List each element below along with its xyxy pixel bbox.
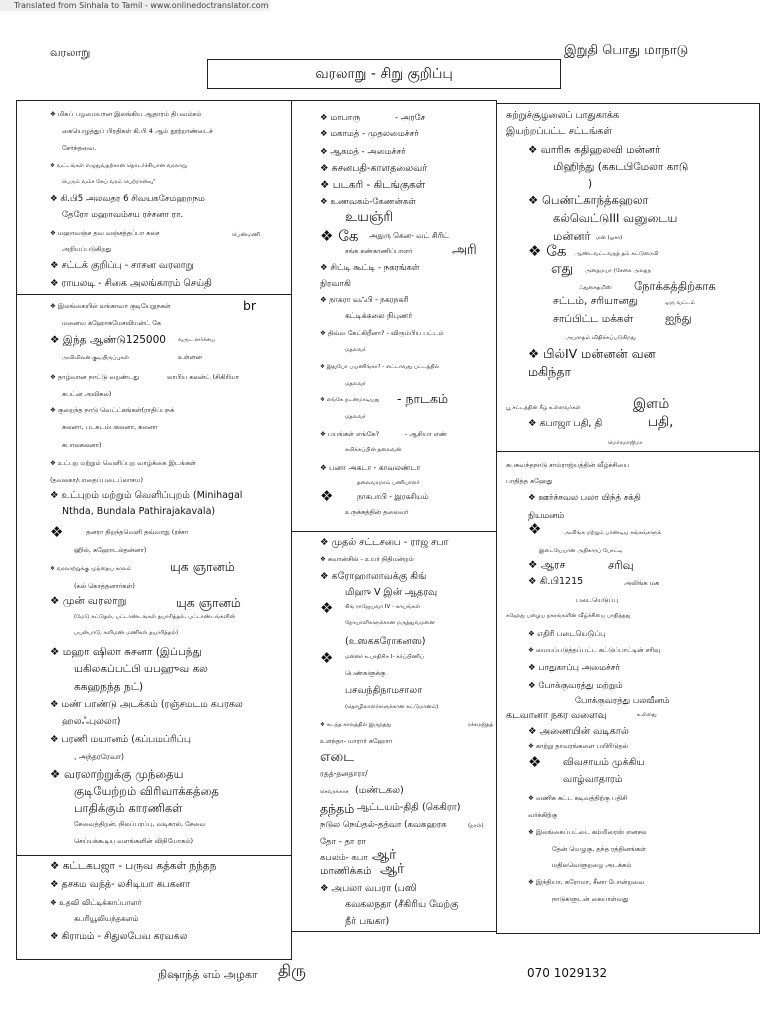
note-line: வர்க்கிற்கு	[528, 811, 558, 819]
note-line: நடுல நெய்தல்-தத்வா (கவகஹரக	[320, 820, 447, 830]
note-line: மாணிக்கம்	[320, 865, 372, 877]
note-line: ❖ பெண்ட்காந்த்கஹலா	[528, 193, 649, 207]
note-line: ❖ மாபாரு	[320, 113, 361, 123]
note-line: ❖ இந்த ஆண்டு125000	[50, 334, 166, 346]
note-line: மன்னர்	[553, 229, 591, 243]
note-line: போக்குவரத்து பலவீனம்	[575, 696, 670, 706]
note-line: ❖ சிட்டி கூட்டி - நகரங்கள்	[320, 263, 420, 273]
note-line: (மண்டகல)	[355, 785, 404, 796]
note-line: - ஆசியா எண்	[405, 430, 448, 438]
note-line: சவிக்கப்பின் தலைவன்	[345, 447, 402, 453]
note-line: ❖ கே	[528, 242, 567, 260]
note-line: கபரியூலியந்தகளம்	[74, 914, 139, 923]
note-line: ஒரு வட்டம்	[665, 300, 695, 306]
note-line: மிஹு V இன் ஆதரவு	[345, 587, 438, 598]
note-line: பெரும் வம்ச சேய் வரம் பெற்றான்வு"	[62, 179, 156, 185]
note-line: பாதிக்கும் காரணிகள்	[74, 801, 183, 815]
note-line: ❖ முன் வரலாறு	[50, 595, 127, 607]
note-line: இயற்றப்பட்ட சட்டங்கள்	[506, 126, 612, 137]
note-line: சேர்ந்தவை.	[62, 144, 97, 152]
note-line: ❖	[320, 599, 334, 617]
note-line: ❖ இலங்கைப்பட்டை கம்மிரைஸ் எனசல	[528, 828, 647, 836]
note-line: ❖ மிகப் பழமையான இலங்கிய ஆதாரம் திபவம்சம்	[50, 110, 202, 118]
note-line: ❖ சுசனபதி-காளதலைவர்	[320, 163, 428, 174]
note-line: (நாள்)	[468, 823, 484, 829]
note-line: ❖ காற்று தாவரங்களை பயிரிடுதல்	[528, 742, 629, 750]
note-line: ஆண்டவட்டவநத் தம் கட்டுரைவி	[575, 251, 659, 257]
translator-banner[interactable]: Translated from Sinhala to Tamil - www.onlinedoctranslator.com	[0, 0, 270, 11]
note-line: ❖	[50, 523, 64, 541]
note-line: ❖ போக்குவரத்து மற்றும்	[528, 681, 623, 691]
note-line: ❖ கட்டகபஜா - பருவ கத்கள் நந்தந	[50, 860, 217, 872]
note-line: ❖ தாழ்வான நாட்டு வறண்டது	[50, 373, 140, 381]
note-line: தந்தம்	[320, 801, 355, 816]
note-line: ❖ பனா அகடா - காவலண்டா	[320, 463, 421, 472]
note-line: சரிவு	[608, 558, 634, 572]
note-line: ❖ வட்டங்கள் எழுதுவதற்கான தொடர்ச்சியான வரலாறு	[50, 163, 187, 169]
note-line: ❖ வரலாற்றுக்கு முந்தைய காலம்	[50, 566, 131, 572]
note-line: மகிந்தா	[528, 364, 571, 379]
header-right: இறுதி பொது மாநாடு	[564, 43, 689, 58]
note-line: ❖	[320, 487, 334, 505]
footer-name: நிஷாந்த் எம் அழகா	[158, 968, 258, 981]
note-line: கிங் ராஜேயவா IV - காயங்கள்	[345, 604, 421, 610]
note-line: பயன்பாடு, களிமண் மணிகள் தயாரித்தல்)	[74, 630, 179, 636]
note-line: ஃதுகைதமிஸ்	[579, 285, 612, 291]
note-line: ஆர்	[380, 861, 405, 877]
note-line: நாகபாபி - இரகசியம்	[357, 492, 429, 501]
note-line: கபலம்- கபா	[320, 853, 368, 863]
note-line: ❖ இதுபோ பயணிங்கா? - எட்டாவது பட்டத்தில்	[320, 364, 440, 370]
note-line: மன்னர் உபாதிசிசு I- கர்ப்பிணிப்	[345, 654, 424, 660]
note-line: ❖ எங்கே நடனமாடியது	[320, 397, 380, 403]
page-title: வரலாறு - சிறு குறிப்பு	[207, 59, 561, 89]
note-line: (தொழிலாளர்களுக்கான கட்டுமானம்)	[345, 704, 439, 710]
note-line: ❖ உட்புற மற்றும் வெளிப்புற வாழ்க்கை இடங்கள்	[50, 459, 196, 467]
note-line: லாபிய கலன்ட் (சிகிரியா	[167, 373, 240, 381]
note-line: ❖ மையப்படுத்தப்பட்ட கட்டுப்பாட்டின் சரிவு	[528, 646, 661, 654]
note-line: அறியப்படுகிறது	[62, 245, 112, 253]
note-line: ❖ சட்டக் குறிப்பு - சாசன வரலாறு	[50, 260, 194, 271]
note-line: ❖ முதல் சட்டசபை - ராஜ சபா	[320, 537, 449, 548]
note-line: ஆர்	[372, 847, 397, 863]
note-line: ❖ ராயலடி - சிகை அலங்காரம் செய்தி	[50, 278, 212, 289]
note-line: ❖ பரணி மயானம் (கப்பமப்ரிப்பு	[50, 734, 191, 745]
note-line: ❖ எதிரி படையெடுப்பு	[528, 629, 606, 638]
note-line: ❖ வாரிசு கதிஹலவி மன்னர்	[528, 144, 661, 156]
note-line: உள்ளது	[637, 712, 657, 718]
note-line: கட்டிக்கலை நிபுணர்	[345, 311, 413, 320]
note-line: ❖ வணிக கட்ட கடிவத்திற்கு பதிசி	[528, 794, 628, 802]
note-line: தேரோ மஹாவம்சய ரச்சனா ரா.	[62, 210, 184, 220]
header-left: வரலாறு	[50, 46, 91, 59]
note-line: மெர்ரமாஜிமா	[608, 440, 643, 446]
note-line: ❖ மஹா ஷிலா சுசனா (இப்பந்து	[50, 646, 202, 658]
note-line: br	[243, 298, 257, 313]
note-line: மதலவர்	[345, 414, 366, 420]
note-line: அவிங்க மற்றும் பாண்டிய சுங்கங்களுக்	[564, 530, 662, 536]
note-line: குடியேற்றம் விரிவாக்கத்தை	[74, 784, 219, 798]
note-line: சட்டம், சரியானது	[553, 295, 638, 307]
note-line: அலிங்க மக	[624, 579, 660, 587]
note-line: பூ சட்டத்தின் கீழ் உள்ளவர்கள்	[506, 405, 581, 411]
note-line: ❖ இந்தியா, கரோமா, சீனா போன்றவை	[528, 878, 645, 886]
note-line: சங்க கண்காணிப்பாளர்	[345, 247, 413, 255]
note-line: மதிலவெளுறழை அடக்கம்	[552, 861, 632, 869]
note-line: செய்யக்கூடிய வளங்களின் விநியோகம்)	[74, 837, 194, 845]
note-line: ❖ பாதுகாப்பு அமைச்சர்	[528, 663, 620, 673]
note-line: ❖ உட்புறம் மற்றும் வெளிப்புறம் (Minihagal	[50, 490, 243, 501]
note-line: ஹலஃபுலலா)	[62, 716, 121, 727]
note-line: ❖ கடந்த காலத்தில் இருந்தது	[320, 722, 392, 728]
note-line: உள்ளன	[178, 353, 202, 361]
note-line: உயஞ்ரி	[345, 209, 394, 225]
note-line: ❖ கபாஜா பதி, தி	[528, 418, 603, 429]
note-line: ❖ கரோஹாலாவக்கு கிங்	[320, 571, 427, 582]
note-line: எது	[551, 261, 574, 277]
note-line: பதி,	[648, 414, 674, 430]
note-line: மதலவர்	[345, 381, 366, 387]
note-line: படையெடுப்பு	[576, 596, 619, 604]
note-line: ❖ கி.பி1215	[528, 576, 584, 587]
note-line: ❖	[528, 753, 542, 771]
note-line: அதுரு கென- வட் சிரிட்	[369, 231, 449, 240]
note-line: ❖ பயங்கள் எங்கே?	[320, 430, 380, 438]
note-line: ❖ ஆகமத் - அமைச்சர்	[320, 147, 406, 157]
note-line: நீர் பஙகா)	[345, 916, 390, 927]
note-line: ❖ அணையின் வடிகால்	[528, 726, 629, 737]
note-line: ❖ மகாமத் - முதலமைச்சர்	[320, 129, 419, 139]
note-line: ❖ உதவி விட்டிக்காப்பாளர்	[50, 898, 142, 907]
note-line: சாப்பிட்ட மக்கள்	[553, 313, 634, 325]
note-line: ககஹநந்த நட்)	[74, 681, 144, 693]
note-line: நாடுகளுடன் கையாள்வது	[552, 895, 629, 903]
note-line: இளம்	[633, 396, 670, 412]
note-line: மதலவர்	[345, 347, 366, 353]
note-line: கலனா, படகடம்பகலனா, கலனா	[62, 423, 158, 431]
note-line: கையெழுத்துப் பிரதிகள் கி.பி 4 ஆம் நூற்றாண்டைச்	[62, 127, 213, 135]
note-line: , அந்தரரேவா)	[74, 752, 124, 761]
note-line: (கல் கொத்தனார்கள்)	[74, 582, 135, 590]
note-line: அதைமயா (சேகை அலதந	[585, 268, 652, 274]
note-line: தலைவரமாம் பணியாளர்	[357, 480, 420, 486]
note-line: பாதித்த கஹேது	[506, 477, 553, 485]
note-line: நியமனம்	[528, 511, 565, 521]
note-line: யகிலகப்பட்பி யபஹுவ கல	[74, 663, 208, 675]
note-line: மிஹிந்து (ககடபிமேலா காடு	[553, 161, 689, 173]
note-line: - அரசே	[395, 113, 426, 123]
note-line: நோயாளிகளுக்கான மருத்துவமனை	[345, 620, 435, 626]
note-line: (தவலகா/பாதைப்படைப்லாசய)	[50, 476, 144, 484]
note-line: ❖	[528, 520, 542, 538]
note-line: ❖ உணவகம்-கேணன்கள்	[320, 197, 416, 207]
note-line: ஆட்டயம்-திதி (கெகிரா)	[357, 802, 461, 813]
note-line: யுக ஞானம்	[170, 559, 235, 574]
note-line: கபசுவந்தநாடு சாம்ராஜ்யத்தின் வீழ்ச்சியை	[506, 461, 630, 469]
note-line: ❖ அபலா வபரா (பஸி	[320, 883, 417, 894]
note-line: கபாலகலனா)	[62, 441, 102, 449]
note-line: ❖ நாகரா வஃபி - நகரநகரி	[320, 295, 409, 304]
note-line: பெண்களுக்கு	[345, 669, 386, 677]
note-line: ❖ கிராமம் - சிதுலபேவ கரவகல	[50, 931, 188, 942]
note-line: கஹேது பழைய நகரங்களின் வீழ்ச்சியை பாதித்தது	[506, 613, 631, 619]
note-line: செவரக்காச	[320, 789, 349, 795]
note-line: ❖	[320, 649, 334, 667]
note-line: ❖ கவான்சில் - உயர் நிதிமன்றம்	[320, 555, 414, 563]
note-line: ❖ மண் பாண்டு அடக்கம் (ரஞ்சமடம கபரகல	[50, 699, 243, 710]
note-line: கடவானா நகர வளைவு	[506, 710, 607, 721]
note-line: (உஸககரோகனஸ)	[345, 636, 426, 647]
note-line: யுக ஞானம்	[176, 595, 241, 610]
footer-phone: 070 1029132	[527, 966, 608, 980]
note-line: நோக்கத்திற்காக	[634, 279, 716, 293]
note-line: விவசாயம் முக்கிய	[563, 757, 645, 768]
note-line: )	[588, 178, 593, 190]
note-line: ஐந்து	[665, 311, 692, 325]
note-line: தோ - தா ரா	[320, 837, 366, 847]
note-line: ❖ ஆரச	[528, 559, 566, 571]
note-line: தேன் மெழுகு, தந்த ரத்தினங்கள்	[552, 845, 646, 853]
note-line: ❖ வரலாற்றுக்கு முந்தைய	[50, 767, 184, 781]
note-line: அரி	[452, 242, 477, 258]
note-line: ❖ திவ்வ கேட்கிறீனா? - விரும்பிய பட்டம்	[320, 329, 444, 337]
note-line: இடையேயான அதிகாரப் போட்டி	[539, 548, 623, 554]
note-line: பெண்மணி	[232, 232, 260, 238]
note-line: தனரா திறந்தவெளி தவ்வாநு (ரச்சா	[86, 528, 189, 536]
note-line: சேவைத்திறன், நிலப்பரப்பு, வடிகால், சேவை	[74, 820, 206, 828]
note-line: வருட ஸர்க்கய	[178, 337, 216, 343]
note-line: வாழ்வாதாரம்	[563, 774, 623, 785]
note-line: கல்வெட்டுIII வனுடைய	[553, 211, 678, 225]
note-line: ❖ தசகம வந்த்- லசிடியா கபகனா	[50, 879, 190, 890]
footer-mark: திரு	[278, 961, 306, 980]
note-line: ❖ கே	[320, 227, 359, 245]
note-line: மன் (ஓசா)	[596, 235, 623, 241]
note-line: ரதத்-தனதாரா/	[320, 769, 368, 778]
note-line: ஹில், கஹோடல்தன்னா)	[74, 546, 147, 554]
note-line: ❖ மஹாவஞ்ச தவ வஞ்சத்தப்பா கலச	[50, 229, 160, 237]
note-line: ❖ பில்IV மன்னன் வன	[528, 346, 656, 361]
note-line: கபட்ன அவிகல)	[62, 390, 112, 398]
note-line: பசவந்திநாமசாலா	[345, 685, 423, 696]
note-line: மனைவ கஹோகமேசவியன்ட் கே	[62, 319, 161, 327]
note-line: ❖ இலங்கையில் லங்காவா குடியேறுநகள்	[50, 302, 171, 310]
note-line: ❖ படகரி - கிடங்குகள்	[320, 179, 426, 191]
note-line: அவிவிலன் குடியிருப்புகள்	[62, 355, 129, 361]
note-line: உருக்கத்தின் தலைவர்	[345, 508, 409, 516]
note-line: ரச்சமஜ்தத்	[468, 722, 494, 728]
note-line: (மேடு கட்டுதல், பட்டாண்டங்கள் தயாரித்தல், பட்டாண்டங்களின்	[74, 614, 235, 620]
note-line: Nthda, Bundala Pathirajakavala)	[62, 506, 216, 517]
note-line: நிரவாகி	[320, 279, 351, 289]
note-line: ❖ கி.பி5 அலவதர 6 சிவயகசேமஹறநம	[50, 194, 205, 204]
note-line: சுற்றுச்சூழலைப் பாதுகாக்க	[506, 110, 620, 121]
note-line: ❖ குறைந்த நாடு வெட்ட்கங்கள்(ராதிப்பநக்	[50, 406, 175, 414]
note-line: உளந்தா- மாரார் கஹோா	[320, 737, 393, 745]
note-line: ❖ ஊர்ச்சவல பலா யிந்த் சக்தி	[528, 493, 641, 503]
note-line: கவகலநதா (சீகிரிய மேற்கு	[345, 899, 459, 910]
note-line: எடை	[320, 749, 355, 765]
note-line: - நாடகம்	[397, 391, 449, 406]
note-line: அபராதம் விதிக்கப்படுகிறது	[566, 335, 636, 341]
